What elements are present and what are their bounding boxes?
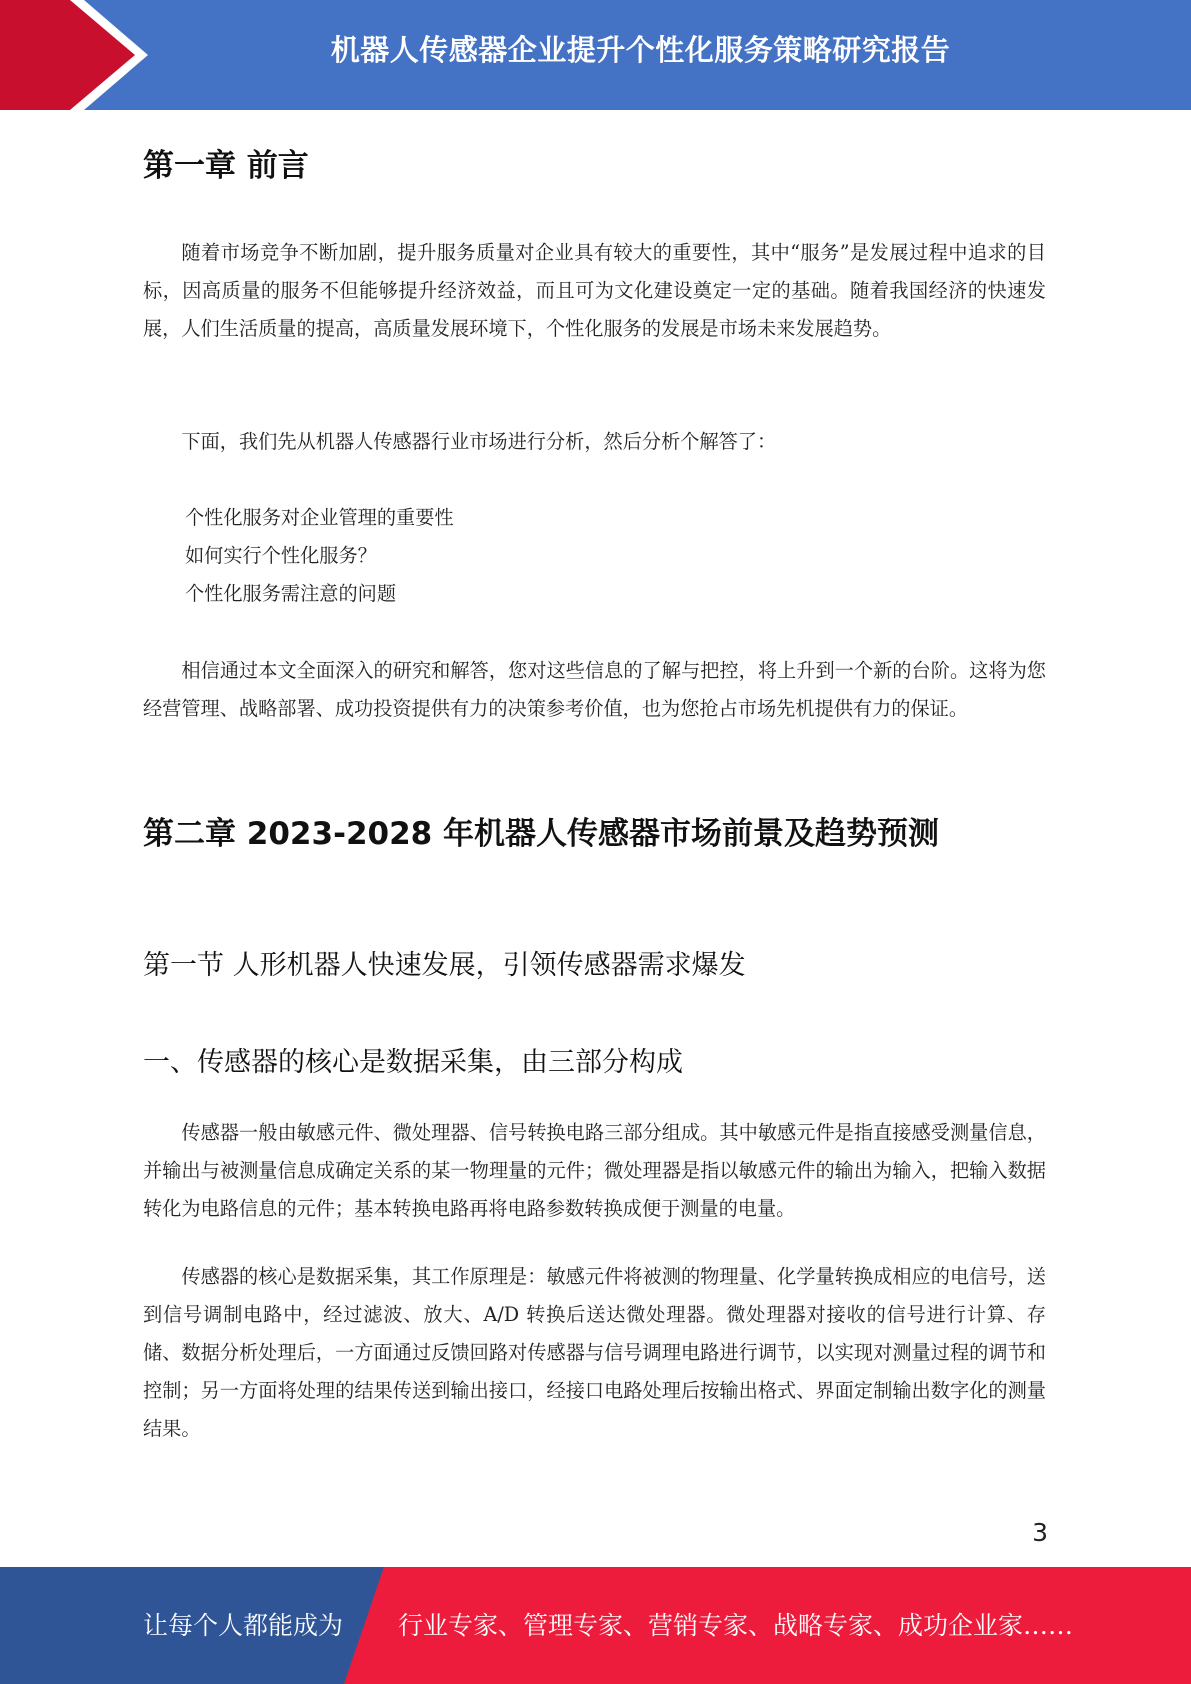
section-paragraph-2: 传感器的核心是数据采集，其工作原理是：敏感元件将被测的物理量、化学量转换成相应的电信号，送到信号调制电路中，经过滤波、放大、A/D 转换后送达微处理器。微处理器对接收的信号进行计算、存储、数据分析处理后，一方面通过反馈回路对传感器与信号调理电路进行调节，以实现对测量过程的调节和控制；另一方面将处理的结果传送到输出接口，经接口电路处理后按输出格式、界面定制输出数字化的测量结果。 [143,1265,1046,1440]
report-title: 机器人传感器企业提升个性化服务策略研究报告 [330,33,951,67]
section-paragraph-1: 传感器一般由敏感元件、微处理器、信号转换电路三部分组成。其中敏感元件是指直接感受测量信息，并输出与被测量信息成确定关系的某一物理量的元件；微处理器是指以敏感元件的输出为输入，把输入数据转化为电路信息的元件；基本转换电路再将电路参数转换成便于测量的电量。 [143,1121,1046,1220]
footer-slogan-left: 让每个人都能成为 [143,1611,344,1640]
subsection-title: 一、传感器的核心是数据采集，由三部分构成 [143,1047,683,1078]
chapter1-paragraph-1: 随着市场竞争不断加剧，提升服务质量对企业具有较大的重要性，其中“服务”是发展过程中追求的目标，因高质量的服务不但能够提升经济效益，而且可为文化建设奠定一定的基础。随着我国经济的快速发展，人们生活质量的提高，高质量发展环境下，个性化服务的发展是市场未来发展趋势。 [143,241,1046,340]
chapter2-title: 第二章 2023-2028 年机器人传感器市场前景及趋势预测 [143,816,940,852]
section-title: 第一节 人形机器人快速发展，引领传感器需求爆发 [143,950,746,981]
chapter1-title: 第一章 前言 [143,148,309,184]
header-banner [0,0,1191,110]
list-item: 个性化服务需注意的问题 [185,582,397,605]
footer-slogan-right: 行业专家、管理专家、营销专家、战略专家、成功企业家…… [398,1611,1074,1640]
list-item: 个性化服务对企业管理的重要性 [185,506,454,529]
footer-banner [0,1567,1191,1684]
chapter1-paragraph-2: 下面，我们先从机器人传感器行业市场进行分析，然后分析个解答了： [181,430,777,453]
chapter1-paragraph-3: 相信通过本文全面深入的研究和解答，您对这些信息的了解与把控，将上升到一个新的台阶。这将为您经营管理、战略部署、成功投资提供有力的决策参考价值，也为您抢占市场先机提供有力的保证。 [143,659,1046,720]
list-item: 如何实行个性化服务？ [185,544,377,567]
page-number: 3 [1032,1518,1048,1547]
